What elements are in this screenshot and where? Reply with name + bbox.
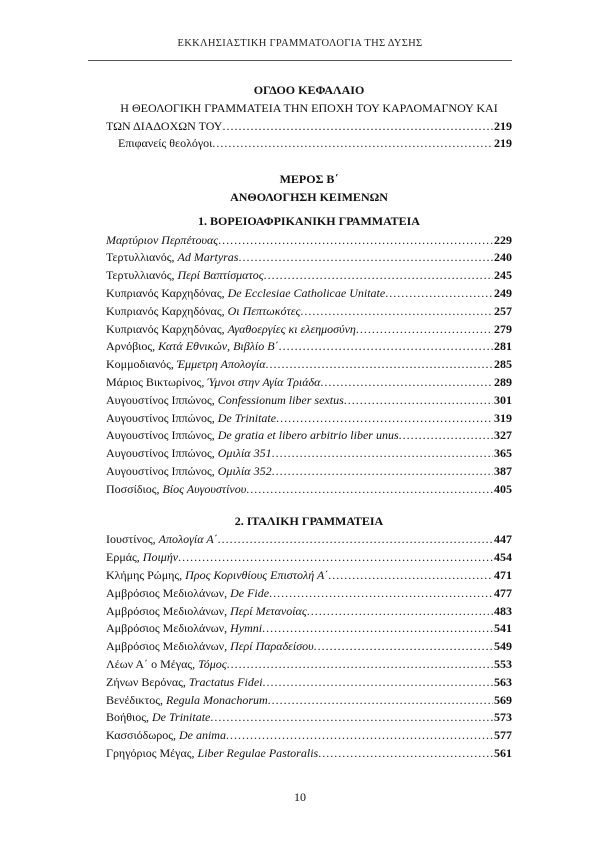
entry-author: Τερτυλλιανός, <box>106 268 178 283</box>
toc-entry <box>106 463 512 481</box>
page-number-footer: 10 <box>294 790 306 804</box>
page-number: 229 <box>494 232 512 247</box>
entry-label <box>106 692 268 710</box>
entry-work-title: Έμμετρη Απολογία <box>176 357 266 372</box>
entry-label <box>106 549 178 567</box>
dot-leader <box>320 374 493 392</box>
dot-leader <box>226 727 493 745</box>
toc-entry <box>106 603 512 621</box>
entry-author: Κυπριανός Καρχηδόνας, <box>106 285 228 300</box>
dot-leader <box>246 481 493 499</box>
page-number: 319 <box>494 410 512 425</box>
page-number: 541 <box>494 621 512 636</box>
entry-author: Κομμοδιανός, <box>106 357 177 372</box>
entry-work-title: Liber Regulae Pastoralis <box>197 745 319 760</box>
page-number: 279 <box>494 321 512 336</box>
entry-author: Βοήθιος, <box>106 710 153 725</box>
entry-label <box>106 303 300 321</box>
toc-entry <box>106 638 512 656</box>
entry-author: Κασσιόδωρος, <box>106 728 179 743</box>
page-number: 249 <box>494 285 512 300</box>
toc-entry <box>106 567 512 585</box>
entry-label <box>106 232 218 250</box>
entry-author: Αμβρόσιος Μεδιολάνων, <box>106 639 231 654</box>
part-title: ΜΕΡΟΣ Β΄ <box>279 172 339 187</box>
entry-label <box>106 656 227 674</box>
page-number: 563 <box>494 674 512 689</box>
toc-entry <box>106 338 512 356</box>
page-number: 327 <box>494 428 512 443</box>
entry-author: Ερμάς, <box>106 550 143 565</box>
entry-label <box>106 709 210 727</box>
dot-leader <box>222 118 493 136</box>
entry-label <box>106 392 344 410</box>
toc-entry <box>106 445 512 463</box>
toc-entry <box>106 674 512 692</box>
page-number: 240 <box>494 250 512 265</box>
dot-leader <box>210 709 493 727</box>
toc-entry <box>106 585 512 603</box>
page-number: 573 <box>494 710 512 725</box>
entry-work-title: Βίος Αυγουστίνου <box>162 481 247 496</box>
entry-label <box>106 410 276 428</box>
dot-leader <box>266 356 493 374</box>
entry-label <box>106 674 263 692</box>
entry-label <box>106 620 262 638</box>
page-number: 219 <box>494 118 512 133</box>
toc-entry <box>106 232 512 250</box>
entry-label <box>106 249 238 267</box>
dot-leader <box>328 567 493 585</box>
entry-author: Ζήνων Βερόνας, <box>106 674 189 689</box>
entry-author: Αμβρόσιος Μεδιολάνων, <box>106 585 231 600</box>
entry-label <box>106 427 399 445</box>
entry-work-title: Ποιμήν <box>142 550 179 565</box>
part-subtitle: ΑΝΘΟΛΟΓΗΣΗ ΚΕΙΜΕΝΩΝ <box>230 189 388 204</box>
entry-work-title: Ύμνοι στην Αγία Τριάδα <box>207 374 321 389</box>
page-number: 219 <box>494 136 512 151</box>
entry-author: Λέων Α΄ ο Μέγας, <box>106 656 199 671</box>
entry-author: Βενέδικτος, <box>106 692 167 707</box>
chapter-subtitle-line2: ΤΩΝ ΔΙΑΔΟΧΩΝ ΤΟΥ <box>106 118 223 133</box>
page-number: 405 <box>494 481 512 496</box>
page-number: 471 <box>494 567 512 582</box>
entry-label <box>106 463 272 481</box>
page-number: 561 <box>494 745 512 760</box>
chapter-entry-row <box>106 135 512 153</box>
page-number: 245 <box>494 268 512 283</box>
chapter-title: ΟΓΔΟΟ ΚΕΦΑΛΑΙΟ <box>253 83 365 97</box>
toc-entry <box>106 692 512 710</box>
section-title: 1. ΒΟΡΕΙΟΑΦΡΙΚΑΝΙΚΗ ΓΡΑΜΜΑΤΕΙΑ <box>198 213 420 228</box>
dot-leader <box>344 392 493 410</box>
dot-leader <box>300 303 493 321</box>
page-number: 301 <box>494 392 512 407</box>
toc-entry <box>106 427 512 445</box>
entry-author: Αυγουστίνος Ιππώνος, <box>106 410 218 425</box>
dot-leader <box>264 267 493 285</box>
entry-author: Αρνόβιος, <box>106 339 159 354</box>
dot-leader <box>399 427 493 445</box>
toc-entry <box>106 392 512 410</box>
page-number: 365 <box>494 446 512 461</box>
chapter-subtitle-line1: Η ΘΕΟΛΟΓΙΚΗ ΓΡΑΜΜΑΤΕΙΑ ΤΗΝ ΕΠΟΧΗ ΤΟΥ ΚΑΡΛΟΜΑΓΝΟΥ ΚΑΙ <box>120 100 498 115</box>
dot-leader <box>227 656 493 674</box>
dot-leader <box>238 249 493 267</box>
page-number: 257 <box>494 303 512 318</box>
entry-label <box>106 638 314 656</box>
entry-label <box>106 531 218 549</box>
dot-leader <box>218 531 493 549</box>
entry-work-title: De Fide <box>230 585 270 600</box>
chapter-subtitle-row <box>106 118 512 136</box>
page-number: 454 <box>494 550 512 565</box>
dot-leader <box>279 338 493 356</box>
entry-work-title: Κατά Εθνικών, Βιβλίο Β΄ <box>158 339 279 354</box>
entry-work-title: Περί Παραδείσου <box>230 639 314 654</box>
entry-work-title: Αγαθοεργίες κι ελεημοσύνη <box>227 321 356 336</box>
entry-label <box>106 356 266 374</box>
page-number: 387 <box>494 463 512 478</box>
entry-author: Μάριος Βικτωρίνος, <box>106 374 208 389</box>
part-heading <box>106 171 512 207</box>
entry-work-title: Περί Βαπτίσματος <box>177 268 264 283</box>
page-number: 447 <box>494 532 512 547</box>
running-head: ΕΚΚΛΗΣΙΑΣΤΙΚΗ ΓΡΑΜΜΑΤΟΛΟΓΙΑ ΤΗΣ ΔΥΣΗΣ <box>177 38 423 49</box>
entry-label <box>106 567 328 585</box>
page-number: 577 <box>494 728 512 743</box>
entry-work-title: Ομιλία 351 <box>217 446 272 461</box>
entry-author: Ποσσίδιος, <box>106 481 163 496</box>
entry-author: Αμβρόσιος Μεδιολάνων, <box>106 603 231 618</box>
entry-author: Τερτυλλιανός, <box>106 250 178 265</box>
dot-leader <box>385 285 493 303</box>
entry-author: Γρηγόριος Μέγας, <box>106 745 198 760</box>
toc-entry <box>106 531 512 549</box>
entry-work-title: Ad Martyras <box>177 250 239 265</box>
entry-label <box>106 585 269 603</box>
page-number: 477 <box>494 585 512 600</box>
page-number: 281 <box>494 339 512 354</box>
toc-entry <box>106 249 512 267</box>
entry-work-title: Απολογία Α΄ <box>158 532 218 547</box>
dot-leader <box>269 585 493 603</box>
page-number: 569 <box>494 692 512 707</box>
entry-label: Επιφανείς θεολόγοι <box>118 136 213 151</box>
entry-label <box>106 267 264 285</box>
entry-label <box>106 727 226 745</box>
table-of-contents <box>106 82 512 763</box>
entry-label <box>106 445 272 463</box>
entry-author: Κυπριανός Καρχηδόνας, <box>106 321 228 336</box>
dot-leader <box>178 549 493 567</box>
entry-author: Αυγουστίνος Ιππώνος, <box>106 392 218 407</box>
page-number: 285 <box>494 357 512 372</box>
entry-author: Ιουστίνος, <box>106 532 159 547</box>
entry-label <box>106 321 356 339</box>
toc-entry <box>106 303 512 321</box>
entry-work-title: De Ecclesiae Catholicae Unitate <box>227 285 386 300</box>
header-rule <box>88 60 512 61</box>
entry-label <box>106 285 385 303</box>
toc-entry <box>106 745 512 763</box>
dot-leader <box>272 445 493 463</box>
entry-work-title: Περί Μετανοίας <box>230 603 307 618</box>
entry-work-title: Regula Monachorum <box>166 692 268 707</box>
entry-author: Αμβρόσιος Μεδιολάνων, <box>106 621 231 636</box>
entry-work-title: Hymni <box>230 621 263 636</box>
entry-label <box>106 374 320 392</box>
page-number: 483 <box>494 603 512 618</box>
entry-work-title: De anima <box>178 728 226 743</box>
entry-author: Κυπριανός Καρχηδόνας, <box>106 303 228 318</box>
dot-leader <box>307 603 493 621</box>
dot-leader <box>263 674 493 692</box>
entry-work-title: Tractatus Fidei <box>188 674 263 689</box>
toc-entry <box>106 356 512 374</box>
toc-entry <box>106 709 512 727</box>
dot-leader <box>212 135 493 153</box>
entry-author: Αυγουστίνος Ιππώνος, <box>106 446 218 461</box>
dot-leader <box>314 638 493 656</box>
entry-work-title: De Trinitate <box>152 710 211 725</box>
toc-entry <box>106 727 512 745</box>
entry-work-title: De gratia et libero arbitrio liber unus <box>217 428 399 443</box>
entry-author: Κλήμης Ρώμης, <box>106 567 186 582</box>
toc-entry <box>106 481 512 499</box>
entry-work-title: Μαρτύριον Περπέτουας <box>106 232 219 247</box>
page-number: 553 <box>494 656 512 671</box>
entry-work-title: Τόμος <box>198 656 227 671</box>
entry-author: Αυγουστίνος Ιππώνος, <box>106 463 218 478</box>
entry-author: Αυγουστίνος Ιππώνος, <box>106 428 218 443</box>
entry-label <box>106 603 307 621</box>
dot-leader <box>268 692 493 710</box>
toc-entry <box>106 321 512 339</box>
entry-label <box>106 745 318 763</box>
entry-work-title: De Trinitate <box>217 410 277 425</box>
entry-work-title: Confessionum liber sextus <box>217 392 344 407</box>
toc-entry <box>106 267 512 285</box>
toc-entry <box>106 656 512 674</box>
dot-leader <box>318 745 493 763</box>
dot-leader <box>218 232 493 250</box>
dot-leader <box>356 321 493 339</box>
sections-container <box>106 213 512 763</box>
toc-entry <box>106 549 512 567</box>
entry-work-title: Ομιλία 352 <box>217 463 272 478</box>
dot-leader <box>272 463 493 481</box>
toc-entry <box>106 410 512 428</box>
dot-leader <box>276 410 493 428</box>
toc-entry <box>106 620 512 638</box>
toc-entry <box>106 374 512 392</box>
toc-entry <box>106 285 512 303</box>
entry-work-title: Προς Κορινθίους Επιστολή Α΄ <box>185 567 329 582</box>
entry-work-title: Οι Πεπτωκότες <box>227 303 301 318</box>
section-title: 2. ΙΤΑΛΙΚΗ ΓΡΑΜΜΑΤΕΙΑ <box>234 513 384 528</box>
entry-label <box>106 338 279 356</box>
dot-leader <box>262 620 493 638</box>
entry-label <box>106 481 246 499</box>
page-number: 549 <box>494 639 512 654</box>
page-number: 289 <box>494 374 512 389</box>
